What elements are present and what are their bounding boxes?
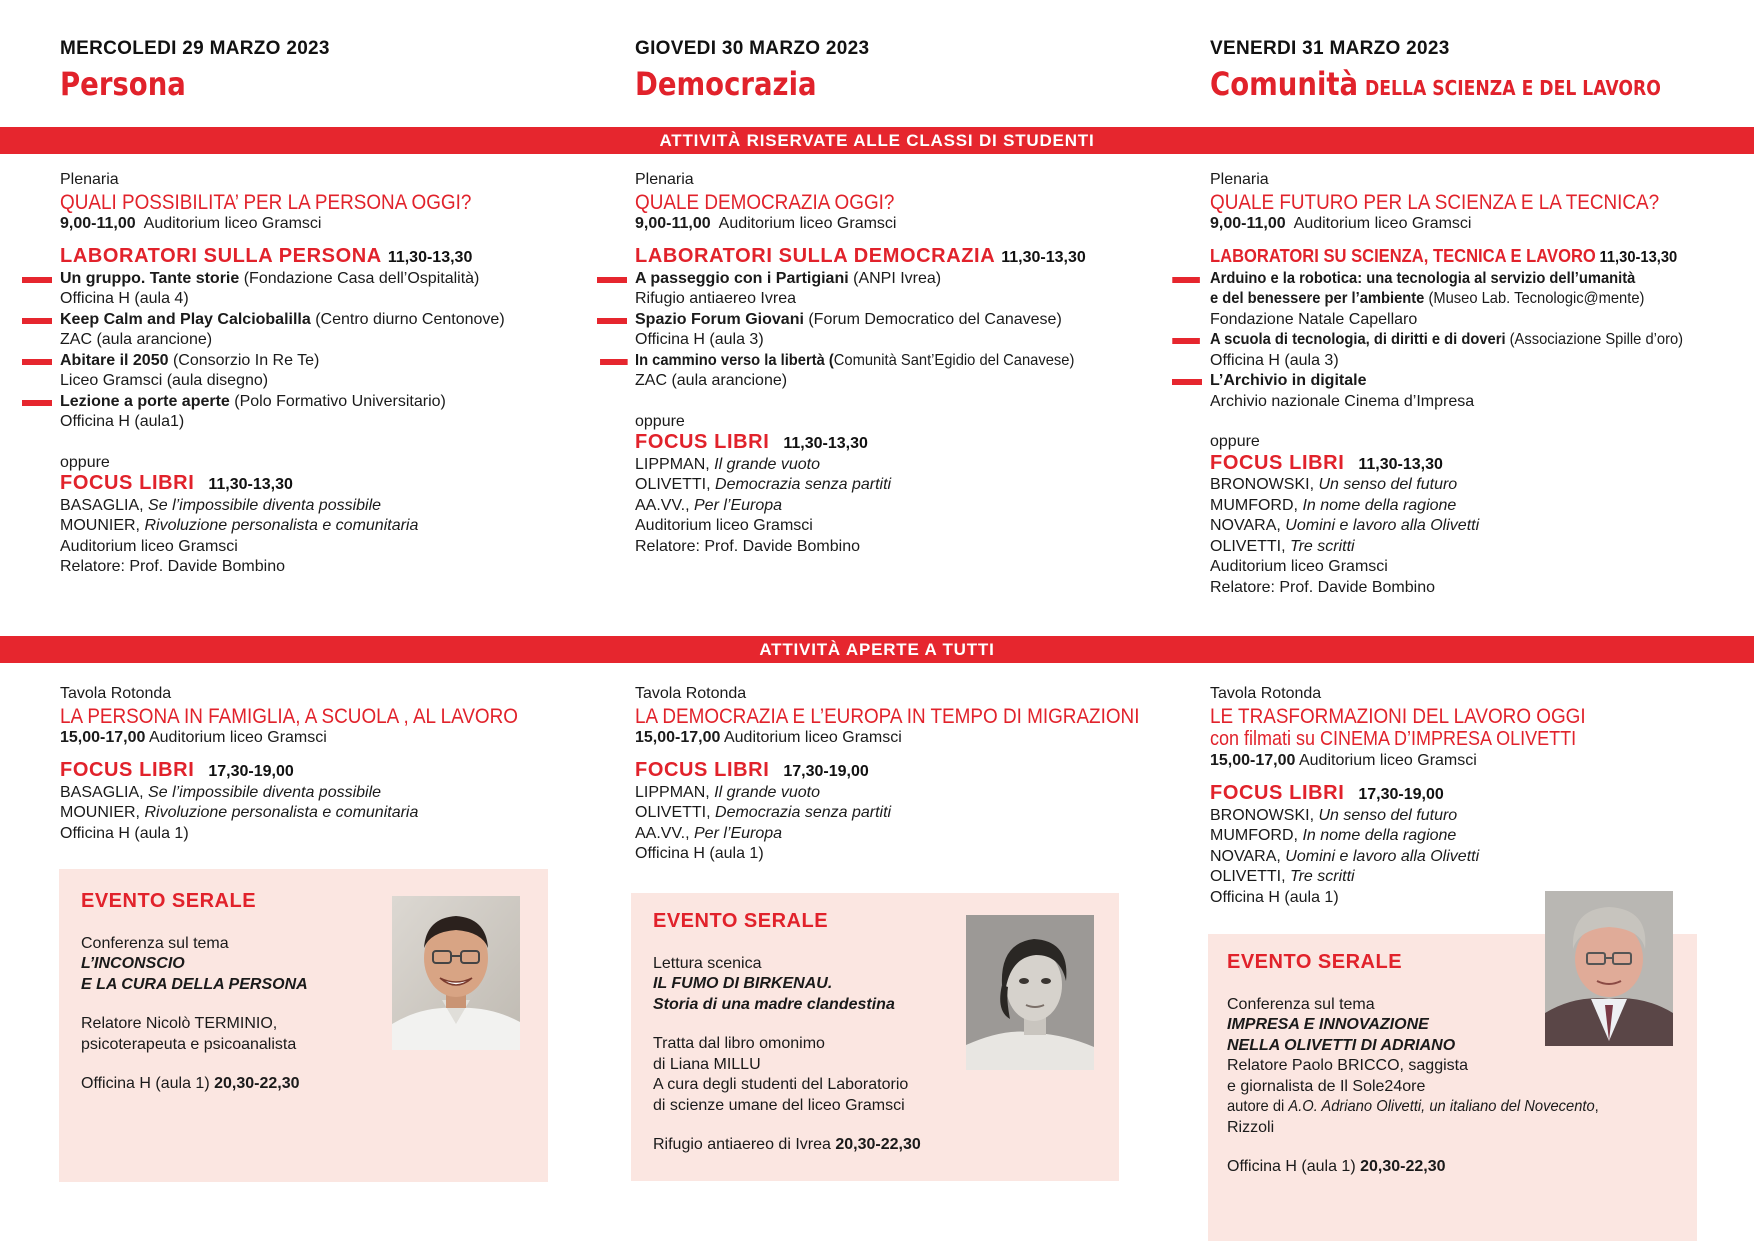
plenary-place: Auditorium liceo Gramsci [1293, 214, 1472, 232]
day-date: GIOVEDI 30 MARZO 2023 [635, 38, 870, 59]
lab-name: L’Archivio in digitale [1210, 372, 1367, 389]
plenary-label: Plenaria [60, 171, 119, 188]
lab-place: ZAC (aula arancione) [635, 372, 788, 389]
bullet-marker [1172, 338, 1200, 344]
plenary-place: Auditorium liceo Gramsci [143, 214, 322, 232]
day-header-3 [1210, 38, 1734, 103]
day-date: MERCOLEDI 29 MARZO 2023 [60, 38, 330, 59]
evening-event-2 [631, 893, 1119, 1181]
lab-name: Arduino e la robotica: una tecnologia al servizio dell’umanità [1210, 269, 1636, 287]
speaker-photo-bricco [1545, 891, 1673, 1046]
book-title: Il grande vuoto [714, 455, 820, 473]
lab-name: A scuola di tecnologia, di diritti e di doveri [1210, 331, 1506, 348]
evening-title-label: EVENTO SERALE [1227, 951, 1403, 973]
evening-event-1 [59, 869, 548, 1182]
book-author: BRONOWSKI, [1210, 476, 1319, 493]
lab-name: Keep Calm and Play Calciobalilla [60, 310, 311, 328]
evening-speaker: psicoterapeuta e psicoanalista [81, 1035, 297, 1053]
focus-libri-label: FOCUS LIBRI [60, 759, 195, 781]
focus-libri-label: FOCUS LIBRI [1210, 782, 1345, 804]
book-author: MUMFORD, [1210, 827, 1303, 844]
focus-time: 17,30-19,00 [783, 763, 869, 780]
bullet-marker [22, 400, 52, 406]
book-title: Democrazia senza partiti [715, 476, 892, 493]
lab-title: LABORATORI SU SCIENZA, TECNICA E LAVORO [1210, 246, 1596, 266]
lab-org: (Museo Lab. Tecnologic@mente) [1424, 290, 1645, 307]
lab-org: (Associazione Spille d’oro) [1505, 331, 1684, 348]
col3-afternoon [1210, 684, 1750, 908]
lab-time: 11,30-13,30 [387, 249, 473, 266]
lab-place: Fondazione Natale Capellaro [1210, 310, 1418, 328]
round-time: 15,00-17,00 [635, 728, 721, 746]
bullet-marker [597, 277, 627, 283]
book-title: Uomini e lavoro alla Olivetti [1285, 847, 1480, 865]
book-author: LIPPMAN, [635, 455, 715, 473]
evening-intro: Conferenza sul tema [1227, 995, 1375, 1013]
book-title: Se l’impossibile diventa possibile [148, 496, 382, 514]
col1-morning [60, 170, 600, 578]
round-place: Auditorium liceo Gramsci [723, 728, 902, 746]
evening-source: A cura degli studenti del Laboratorio [653, 1076, 909, 1093]
book-title: Tre scritti [1290, 868, 1355, 885]
evening-topic: E LA CURA DELLA PERSONA [81, 975, 308, 993]
book-author: BRONOWSKI, [1210, 806, 1319, 824]
book-title: Per l’Europa [694, 496, 783, 514]
bullet-marker [22, 277, 52, 283]
book-author: AA.VV., [635, 496, 694, 514]
focus-time: 17,30-19,00 [208, 763, 294, 780]
lab-name: Lezione a porte aperte [60, 392, 230, 410]
lab-org: (Forum Democratico del Canavese) [803, 310, 1062, 328]
plenary-label: Plenaria [635, 171, 694, 188]
plenary-title: QUALE FUTURO PER LA SCIENZA E LA TECNICA? [1210, 190, 1660, 214]
focus-libri-label: FOCUS LIBRI [635, 759, 770, 781]
book-title: In nome della ragione [1302, 496, 1457, 514]
band-students: ATTIVITÀ RISERVATE ALLE CLASSI DI STUDENTI [0, 127, 1754, 154]
focus-libri-label: FOCUS LIBRI [60, 472, 195, 494]
book-title: Il grande vuoto [714, 783, 820, 801]
plenary-title: QUALE DEMOCRAZIA OGGI? [635, 190, 895, 214]
bullet-marker [597, 318, 627, 324]
evening-source: di scienze umane del liceo Gramsci [653, 1096, 905, 1114]
bullet-marker [1172, 379, 1202, 385]
lab-org: (Centro diurno Centonove) [310, 310, 505, 328]
focus-place: Officina H (aula 1) [635, 845, 764, 862]
focus-place: Auditorium liceo Gramsci [60, 537, 238, 555]
plenary-time: 9,00-11,00 [635, 214, 711, 232]
lab-place: Archivio nazionale Cinema d’Impresa [1210, 392, 1475, 410]
evening-place: Rifugio antiaereo di Ivrea [653, 1136, 831, 1153]
lab-org: (ANPI Ivrea) [848, 269, 942, 287]
book-author: BASAGLIA, [60, 496, 149, 514]
book-title: Uomini e lavoro alla Olivetti [1285, 517, 1480, 534]
author-photo-millu [966, 915, 1094, 1070]
bullet-marker [1172, 277, 1200, 283]
oppure-label: oppure [1210, 433, 1260, 450]
day-theme-sub: DELLA SCIENZA E DEL LAVORO [1365, 76, 1661, 100]
col3-morning [1210, 170, 1750, 598]
evening-source: di Liana MILLU [653, 1055, 761, 1073]
evening-place: Officina H (aula 1) [1227, 1158, 1356, 1175]
book-author: LIPPMAN, [635, 783, 715, 801]
book-author: BASAGLIA, [60, 783, 149, 801]
plenary-title: QUALI POSSIBILITA’ PER LA PERSONA OGGI? [60, 190, 472, 214]
book-title: Un senso del futuro [1318, 806, 1458, 824]
evening-topic: L’INCONSCIO [81, 955, 185, 972]
evening-title-label: EVENTO SERALE [653, 910, 829, 932]
oppure-label: oppure [60, 453, 110, 471]
col1-afternoon [60, 684, 600, 844]
evening-topic: NELLA OLIVETTI DI ADRIANO [1227, 1036, 1456, 1054]
lab-name: In cammino verso la libertà ( [635, 351, 834, 369]
focus-relatore: Relatore: Prof. Davide Bombino [635, 537, 860, 555]
book-author: OLIVETTI, [1210, 537, 1291, 555]
lab-time: 11,30-13,30 [1001, 249, 1086, 266]
lab-place: ZAC (aula arancione) [60, 331, 213, 348]
evening-time: 20,30-22,30 [835, 1136, 921, 1153]
evening-topic: Storia di una madre clandestina [653, 995, 895, 1013]
evening-topic: IMPRESA E INNOVAZIONE [1227, 1016, 1429, 1033]
evening-punct: , [1594, 1098, 1599, 1115]
plenary-place: Auditorium liceo Gramsci [718, 214, 897, 232]
book-author: OLIVETTI, [635, 804, 716, 821]
plenary-time: 9,00-11,00 [1210, 214, 1286, 232]
focus-place: Officina H (aula 1) [60, 824, 189, 842]
bullet-marker [600, 359, 628, 365]
book-title: Rivoluzione personalista e comunitaria [144, 517, 419, 534]
round-place: Auditorium liceo Gramsci [148, 728, 327, 746]
plenary-time: 9,00-11,00 [60, 214, 136, 232]
round-label: Tavola Rotonda [635, 685, 747, 702]
book-author: MOUNIER, [60, 517, 145, 534]
round-label: Tavola Rotonda [1210, 685, 1322, 702]
evening-publisher: Rizzoli [1227, 1118, 1275, 1136]
lab-org: (Fondazione Casa dell’Ospitalità) [239, 269, 480, 287]
day-theme: Democrazia [635, 65, 817, 103]
lab-title: LABORATORI SULLA PERSONA [60, 245, 382, 267]
evening-time: 20,30-22,30 [1360, 1158, 1446, 1175]
evening-source: Tratta dal libro omonimo [653, 1035, 825, 1052]
day-header-1 [60, 38, 330, 103]
focus-place: Auditorium liceo Gramsci [1210, 558, 1388, 575]
book-author: OLIVETTI, [635, 476, 716, 493]
day-theme-main: Comunità [1210, 65, 1359, 103]
lab-place: Officina H (aula1) [60, 413, 185, 430]
round-time: 15,00-17,00 [1210, 751, 1296, 769]
col2-morning [635, 170, 1195, 557]
plenary-label: Plenaria [1210, 171, 1269, 188]
focus-time: 11,30-13,30 [1358, 455, 1443, 473]
evening-speaker: Relatore Paolo BRICCO, saggista [1227, 1057, 1468, 1074]
day-theme [1210, 65, 1661, 103]
evening-topic: IL FUMO DI BIRKENAU. [653, 975, 833, 992]
round-place: Auditorium liceo Gramsci [1298, 751, 1477, 769]
lab-org: (Polo Formativo Universitario) [229, 392, 446, 410]
lab-place: Officina H (aula 3) [1210, 351, 1339, 369]
book-title: In nome della ragione [1302, 827, 1457, 844]
round-title: LA DEMOCRAZIA E L’EUROPA IN TEMPO DI MIGRAZIONI [635, 704, 1140, 728]
book-title: Rivoluzione personalista e comunitaria [144, 804, 419, 821]
book-title: Democrazia senza partiti [715, 804, 892, 821]
evening-place: Officina H (aula 1) [81, 1075, 210, 1092]
focus-time: 17,30-19,00 [1358, 786, 1444, 803]
focus-place: Officina H (aula 1) [1210, 888, 1339, 906]
band-open: ATTIVITÀ APERTE A TUTTI [0, 636, 1754, 663]
lab-place: Officina H (aula 4) [60, 290, 189, 307]
lab-name: Spazio Forum Giovani [635, 310, 804, 328]
evening-intro: Conferenza sul tema [81, 934, 229, 952]
round-label: Tavola Rotonda [60, 685, 172, 702]
lab-org: (Consorzio In Re Te) [168, 351, 320, 369]
lab-name-cont: e del benessere per l’ambiente [1210, 290, 1425, 307]
lab-name: A passeggio con i Partigiani [635, 269, 849, 287]
round-time: 15,00-17,00 [60, 728, 146, 746]
book-title: Per l’Europa [694, 824, 783, 842]
focus-time: 11,30-13,30 [208, 476, 293, 493]
col2-afternoon [635, 684, 1195, 865]
bullet-marker [22, 359, 52, 365]
focus-libri-label: FOCUS LIBRI [635, 431, 770, 453]
lab-place: Officina H (aula 3) [635, 331, 764, 348]
lab-title: LABORATORI SULLA DEMOCRAZIA [635, 245, 996, 267]
day-header-2 [635, 38, 869, 103]
book-title: Se l’impossibile diventa possibile [148, 783, 382, 801]
day-date: VENERDI 31 MARZO 2023 [1210, 38, 1450, 59]
lab-name: Un gruppo. Tante storie [60, 269, 240, 287]
evening-time: 20,30-22,30 [214, 1075, 300, 1092]
evening-book: A.O. Adriano Olivetti, un italiano del Novecento [1288, 1098, 1595, 1115]
book-title: Tre scritti [1290, 537, 1355, 555]
lab-org: Comunità Sant’Egidio del Canavese) [833, 351, 1075, 369]
bullet-marker [22, 318, 52, 324]
focus-libri-label: FOCUS LIBRI [1210, 451, 1345, 474]
book-author: MOUNIER, [60, 804, 145, 821]
focus-relatore: Relatore: Prof. Davide Bombino [1210, 578, 1435, 596]
book-author: NOVARA, [1210, 517, 1286, 534]
evening-intro: Lettura scenica [653, 954, 762, 972]
book-author: MUMFORD, [1210, 496, 1303, 514]
lab-name: Abitare il 2050 [60, 351, 169, 369]
book-author: OLIVETTI, [1210, 868, 1291, 885]
round-title: LA PERSONA IN FAMIGLIA, A SCUOLA , AL LAVORO [60, 704, 518, 728]
round-title: LE TRASFORMAZIONI DEL LAVORO OGGI [1210, 704, 1586, 728]
lab-time: 11,30-13,30 [1599, 249, 1678, 266]
evening-speaker: e giornalista de Il Sole24ore [1227, 1077, 1426, 1095]
evening-speaker: Relatore Nicolò TERMINIO, [81, 1015, 278, 1032]
round-subtitle: con filmati su CINEMA D’IMPRESA OLIVETTI [1210, 727, 1577, 750]
book-author: NOVARA, [1210, 847, 1286, 865]
focus-relatore: Relatore: Prof. Davide Bombino [60, 558, 285, 575]
evening-speaker: autore di [1227, 1098, 1289, 1115]
oppure-label: oppure [635, 412, 685, 430]
focus-time: 11,30-13,30 [783, 435, 868, 452]
lab-place: Rifugio antiaereo Ivrea [635, 290, 796, 307]
book-title: Un senso del futuro [1318, 476, 1458, 493]
day-theme: Persona [60, 65, 186, 103]
book-author: AA.VV., [635, 824, 694, 842]
speaker-photo-terminio [392, 896, 520, 1050]
focus-place: Auditorium liceo Gramsci [635, 517, 813, 534]
lab-place: Liceo Gramsci (aula disegno) [60, 372, 269, 389]
evening-title-label: EVENTO SERALE [81, 890, 257, 912]
